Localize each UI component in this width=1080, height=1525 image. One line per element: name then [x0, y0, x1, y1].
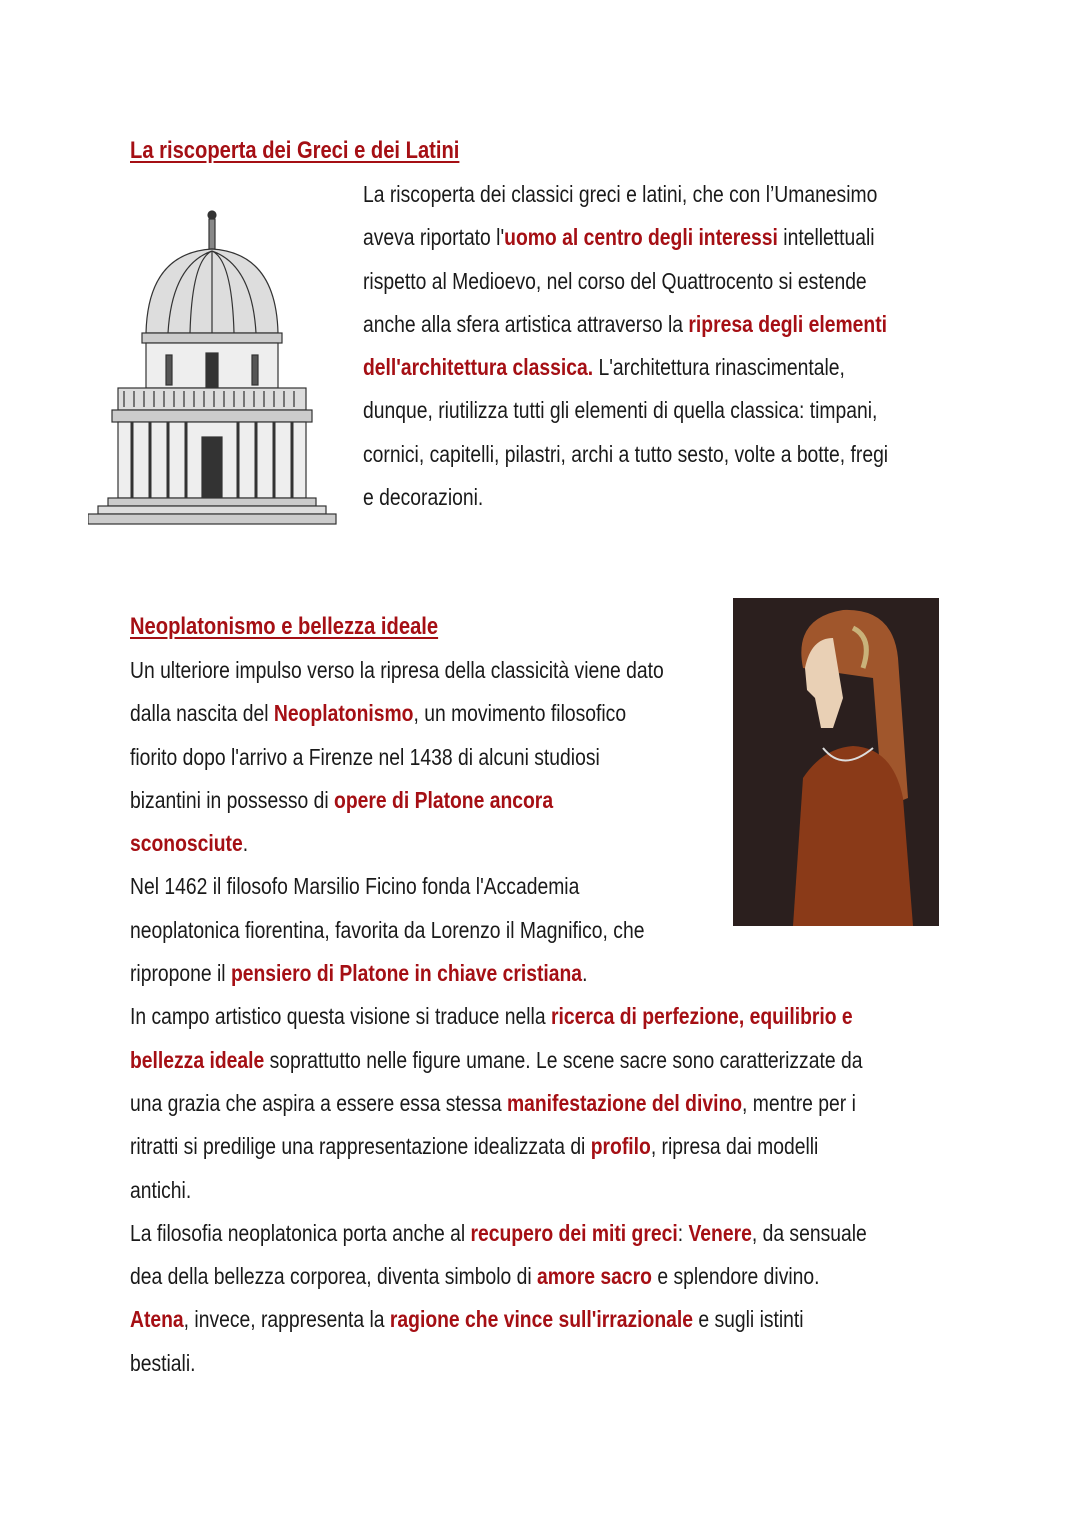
text-segment: una grazia che aspira a essere essa stessa — [130, 1089, 507, 1116]
text-line — [130, 1169, 867, 1212]
highlighted-text: profilo — [590, 1133, 651, 1160]
highlighted-text: recupero dei miti greci — [470, 1219, 678, 1246]
text-segment: , ripresa dai modelli — [650, 1133, 819, 1160]
text-line — [130, 692, 867, 735]
text-line — [130, 1125, 867, 1168]
text-line — [363, 260, 888, 303]
text-segment: . — [242, 830, 249, 857]
text-line — [363, 303, 888, 346]
highlighted-text: opere di Platone ancora — [334, 786, 554, 813]
text-segment: La filosofia neoplatonica porta anche al — [130, 1219, 471, 1246]
text-segment: dalla nascita del — [130, 700, 274, 727]
text-line — [363, 433, 888, 476]
tempietto-illustration — [88, 205, 346, 537]
text-line — [130, 736, 867, 779]
text-segment: dea della bellezza corporea, diventa simbolo di — [130, 1263, 538, 1290]
text-line — [130, 1082, 867, 1125]
text-segment: bizantini in possesso di — [130, 786, 335, 813]
text-line — [363, 173, 888, 216]
text-line — [363, 389, 888, 432]
highlighted-text: sconosciute — [130, 830, 243, 857]
section-title-neoplatonismo: Neoplatonismo e bellezza ideale — [130, 613, 439, 640]
text-line — [130, 1298, 867, 1341]
highlighted-text: uomo al centro degli interessi — [504, 224, 778, 251]
text-line — [130, 909, 867, 952]
highlighted-text: Neoplatonismo — [273, 700, 414, 727]
text-line — [130, 779, 867, 822]
text-segment: rispetto al Medioevo, nel corso del Quattrocento si estende — [363, 267, 867, 294]
text-segment: dunque, riutilizza tutti gli elementi di quella classica: timpani, — [363, 397, 878, 424]
text-segment: soprattutto nelle figure umane. Le scene sacre sono caratterizzate da — [264, 1046, 863, 1073]
text-segment: In campo artistico questa visione si traduce nella — [130, 1003, 551, 1030]
text-segment: , da sensuale — [751, 1219, 867, 1246]
text-segment: Nel 1462 il filosofo Marsilio Ficino fonda l'Accademia — [130, 873, 580, 900]
text-segment: e decorazioni. — [363, 484, 484, 511]
text-line — [130, 865, 867, 908]
text-segment: . — [582, 960, 588, 987]
text-segment: Un ulteriore impulso verso la ripresa della classicità viene dato — [130, 657, 664, 683]
text-segment: aveva riportato l' — [363, 224, 505, 251]
text-segment: , mentre per i — [742, 1089, 856, 1116]
text-segment: neoplatonica fiorentina, favorita da Lorenzo il Magnifico, che — [130, 916, 645, 943]
highlighted-text: ragione che vince sull'irrazionale — [389, 1306, 693, 1333]
text-segment: ripropone il — [130, 960, 231, 987]
text-segment: La riscoperta dei classici greci e latini, che con l’Umanesimo — [363, 181, 878, 207]
highlighted-text: ripresa degli elementi — [688, 310, 888, 337]
text-segment: anche alla sfera artistica attraverso la — [363, 310, 689, 337]
text-segment: ritratti si predilige una rappresentazione idealizzata di — [130, 1133, 591, 1160]
text-line — [130, 952, 867, 995]
text-segment: fiorito dopo l'arrivo a Firenze nel 1438 di alcuni studiosi — [130, 743, 600, 770]
text-line — [130, 1212, 867, 1255]
highlighted-text: Venere — [688, 1219, 752, 1246]
text-segment: intellettuali — [777, 224, 875, 251]
text-segment: antichi. — [130, 1176, 192, 1203]
text-line — [363, 476, 888, 519]
highlighted-text: ricerca di perfezione, equilibrio e — [550, 1003, 853, 1030]
highlighted-text: amore sacro — [537, 1263, 652, 1290]
highlighted-text: dell'architettura classica. — [363, 354, 594, 381]
text-segment: e sugli istinti — [692, 1306, 804, 1333]
text-segment: e splendore divino. — [651, 1263, 820, 1290]
text-line — [130, 1255, 867, 1298]
text-line — [130, 1039, 867, 1082]
text-segment: cornici, capitelli, pilastri, archi a tutto sesto, volte a botte, fregi — [363, 440, 889, 467]
text-segment: , invece, rappresenta la — [183, 1306, 390, 1333]
text-segment: : — [677, 1219, 689, 1246]
section1-paragraph — [363, 173, 988, 519]
text-line — [130, 822, 867, 865]
text-segment: , un movimento filosofico — [413, 700, 627, 727]
text-line — [363, 216, 888, 259]
section2-paragraph — [130, 649, 1007, 1385]
highlighted-text: pensiero di Platone in chiave cristiana — [230, 960, 583, 987]
text-segment: bestiali. — [130, 1349, 196, 1376]
section-title-riscoperta: La riscoperta dei Greci e dei Latini — [130, 137, 460, 164]
highlighted-text: manifestazione del divino — [506, 1089, 743, 1116]
text-segment: L'architettura rinascimentale, — [593, 354, 845, 381]
text-line — [130, 649, 867, 692]
highlighted-text: bellezza ideale — [130, 1046, 265, 1073]
text-line — [130, 995, 867, 1038]
highlighted-text: Atena — [130, 1306, 184, 1333]
text-line — [130, 1342, 867, 1385]
text-line — [363, 346, 888, 389]
